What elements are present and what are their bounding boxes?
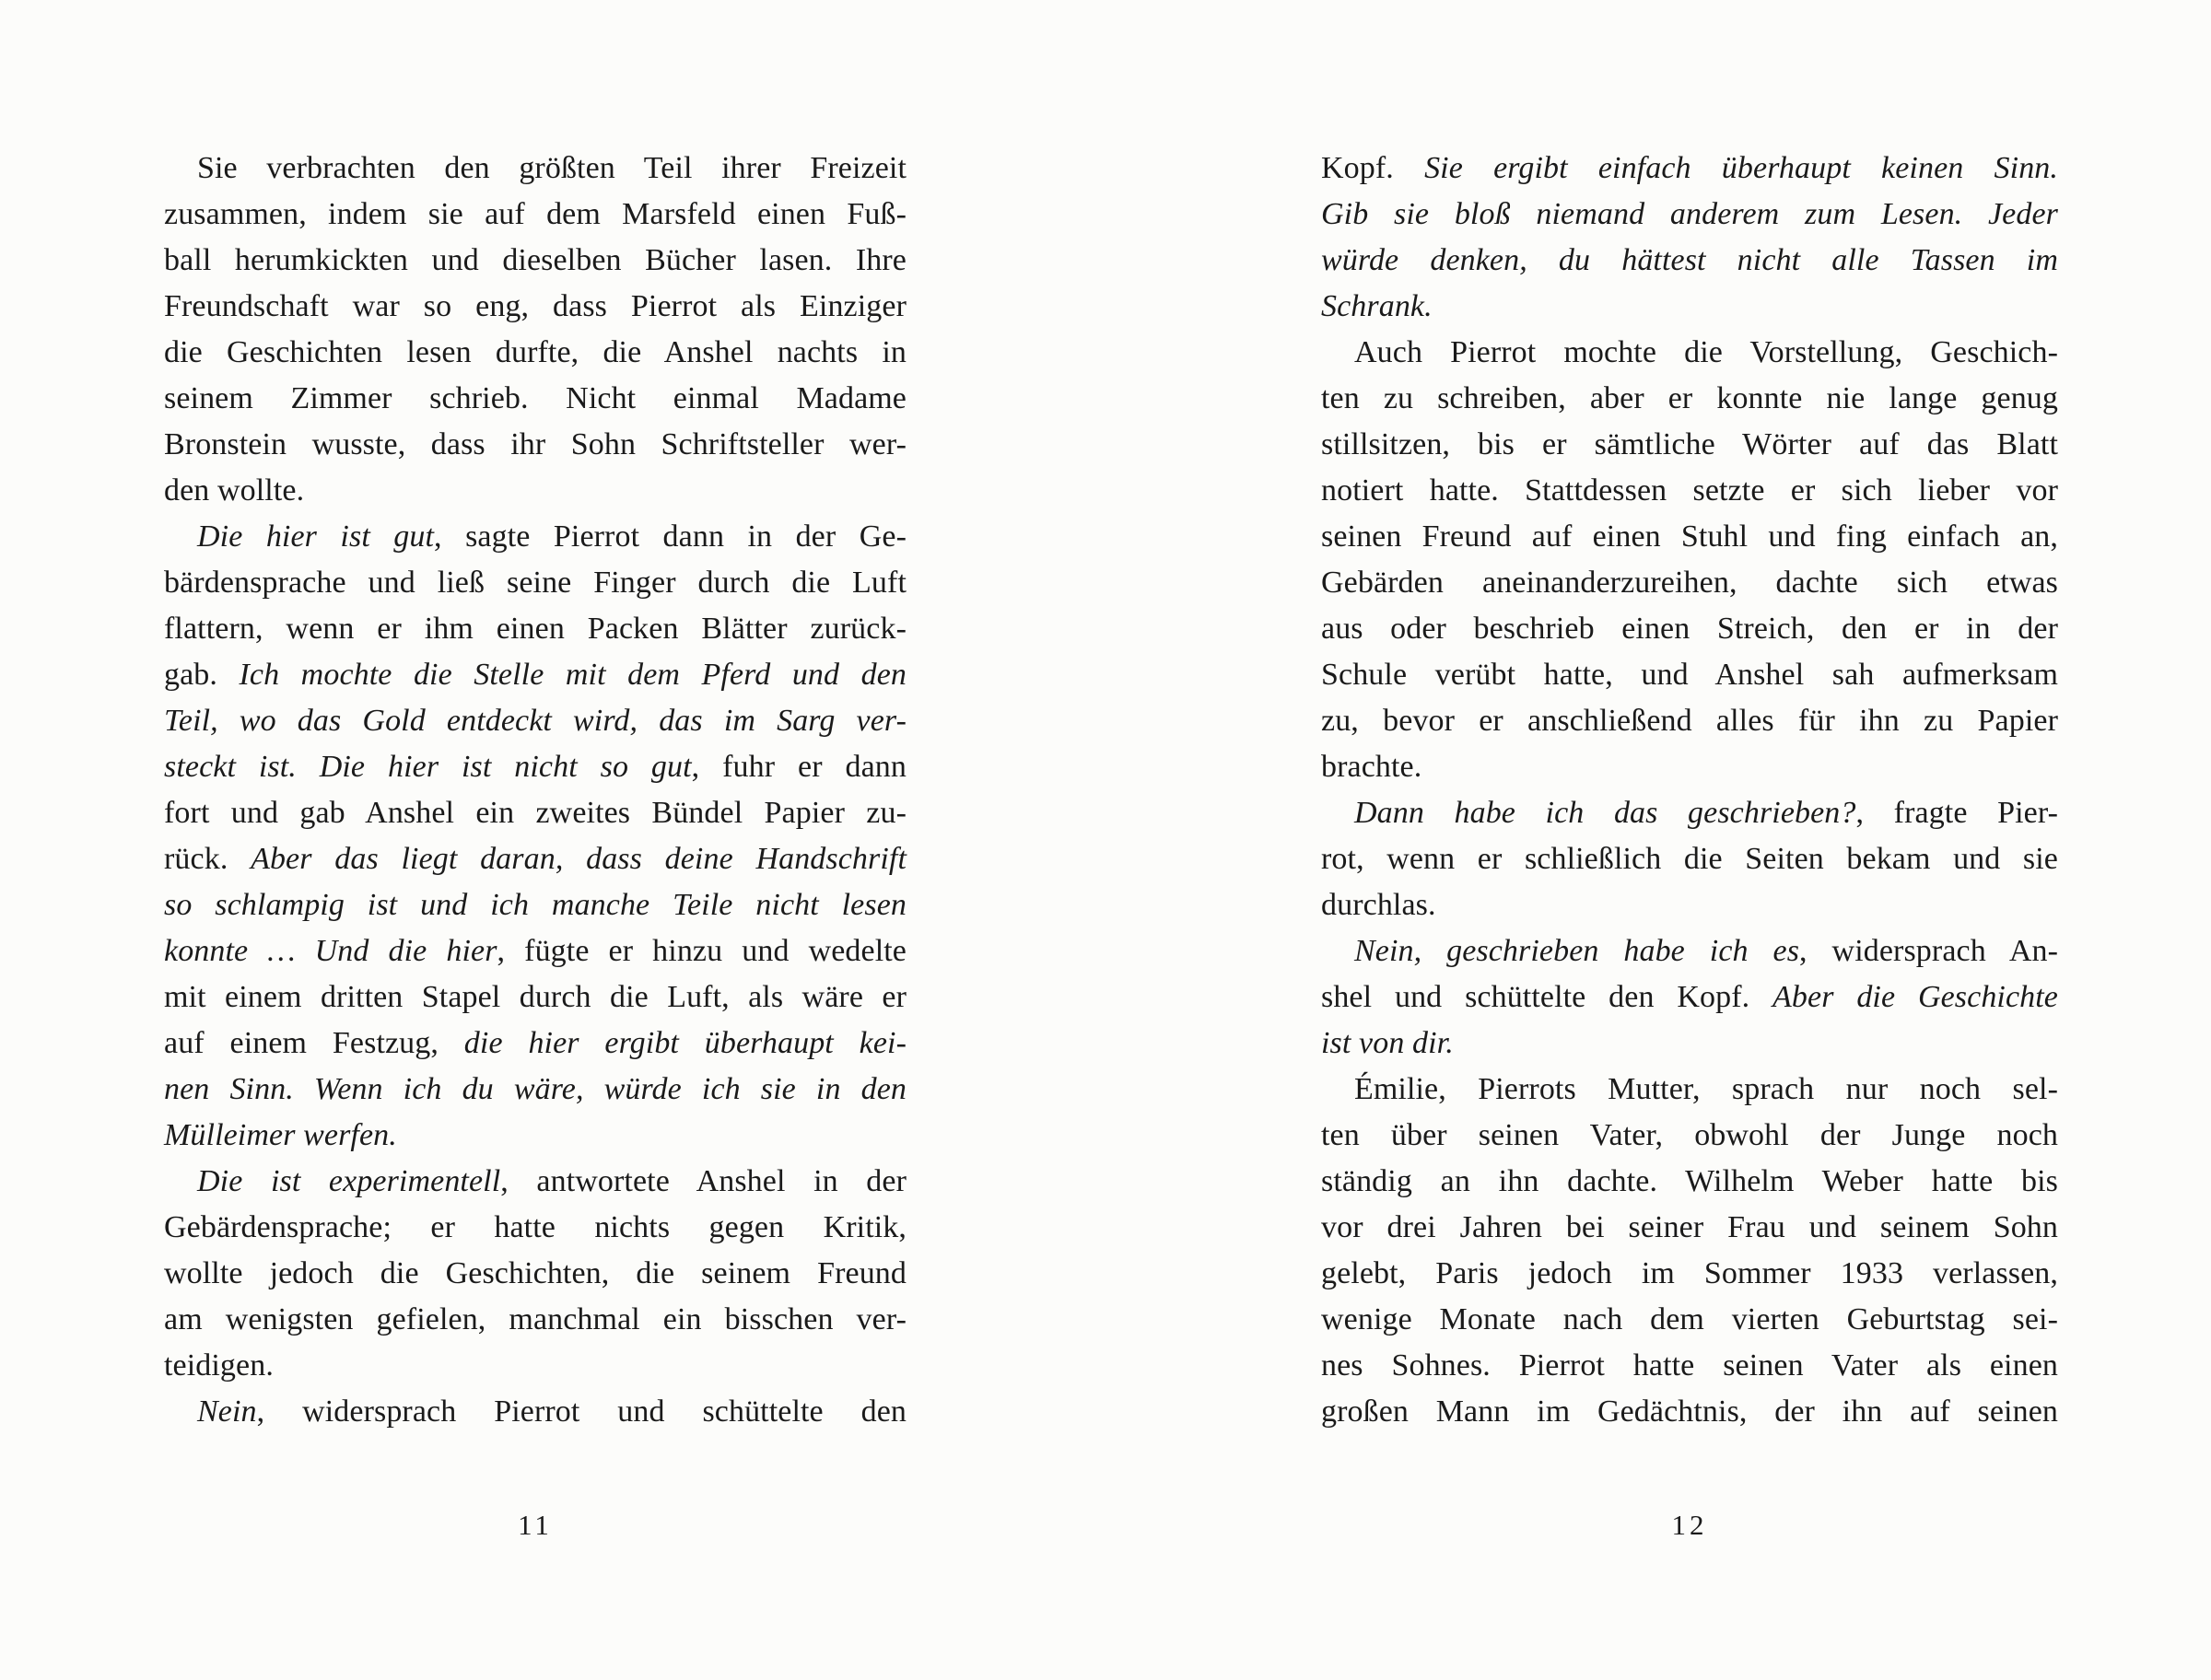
page-11-text-column	[164, 146, 907, 1435]
text-segment: durchlas.	[1321, 888, 1436, 922]
text-line	[164, 1297, 907, 1343]
text-segment: auf einem Festzug,	[164, 1026, 464, 1060]
text-segment-italic: Ich mochte die Stelle mit dem Pferd und den	[239, 658, 907, 692]
text-segment: am wenigsten gefielen, manchmal ein bisschen ver-	[164, 1302, 907, 1336]
text-line	[1321, 192, 2058, 238]
text-line	[164, 560, 907, 606]
text-line	[164, 882, 907, 928]
text-segment: rück.	[164, 842, 252, 876]
text-line	[1321, 1067, 2058, 1113]
text-line	[164, 1113, 907, 1159]
text-line	[1321, 284, 2058, 330]
text-segment: , fragte Pier-	[1855, 796, 2058, 830]
text-segment: Gebärdensprache; er hatte nichts gegen Kritik,	[164, 1210, 907, 1244]
text-segment-italic: Teil, wo das Gold entdeckt wird, das im Sarg ver-	[164, 704, 907, 738]
page-number-left: 11	[518, 1509, 553, 1541]
text-line	[164, 1067, 907, 1113]
text-segment: aus oder beschrieb einen Streich, den er in der	[1321, 612, 2058, 646]
text-line	[1321, 1205, 2058, 1251]
text-line	[164, 1389, 907, 1435]
text-segment: notiert hatte. Stattdessen setzte er sich lieber vor	[1321, 473, 2058, 508]
text-line	[1321, 468, 2058, 514]
text-line	[164, 836, 907, 882]
text-segment-italic: Sie ergibt einfach überhaupt keinen Sinn.	[1424, 151, 2059, 185]
text-line	[1321, 514, 2058, 560]
text-segment: stillsitzen, bis er sämtliche Wörter auf das Blatt	[1321, 427, 2058, 461]
text-segment: Bronstein wusste, dass ihr Sohn Schriftsteller wer-	[164, 427, 907, 461]
text-segment: seinen Freund auf einen Stuhl und fing einfach an,	[1321, 519, 2058, 554]
text-segment: wollte jedoch die Geschichten, die seinem Freund	[164, 1256, 907, 1290]
text-segment: , widersprach An-	[1799, 934, 2058, 968]
text-segment: zusammen, indem sie auf dem Marsfeld einen Fuß-	[164, 197, 907, 231]
text-segment: shel und schüttelte den Kopf.	[1321, 980, 1773, 1014]
text-segment: nes Sohnes. Pierrot hatte seinen Vater als einen	[1321, 1348, 2058, 1382]
text-segment: ten zu schreiben, aber er konnte nie lange genug	[1321, 381, 2058, 415]
text-line	[164, 928, 907, 974]
text-segment: fort und gab Anshel ein zweites Bündel Papier zu-	[164, 796, 907, 830]
text-line	[1321, 238, 2058, 284]
text-line	[1321, 560, 2058, 606]
text-line	[164, 1159, 907, 1205]
text-segment-italic: Die ist experimentell	[197, 1164, 501, 1198]
text-line	[1321, 790, 2058, 836]
text-line	[164, 146, 907, 192]
text-line	[1321, 146, 2058, 192]
text-segment: vor drei Jahren bei seiner Frau und seinem Sohn	[1321, 1210, 2058, 1244]
text-segment: großen Mann im Gedächtnis, der ihn auf seinen	[1321, 1394, 2058, 1429]
text-line	[164, 1021, 907, 1067]
text-segment: flattern, wenn er ihm einen Packen Blätter zurück-	[164, 612, 907, 646]
text-line	[164, 514, 907, 560]
text-line	[1321, 1159, 2058, 1205]
text-segment-italic: steckt ist. Die hier ist nicht so gut	[164, 750, 692, 784]
text-segment: ten über seinen Vater, obwohl der Junge noch	[1321, 1118, 2058, 1152]
text-line	[1321, 1297, 2058, 1343]
text-segment-italic: Nein, geschrieben habe ich es	[1354, 934, 1800, 968]
text-line	[164, 744, 907, 790]
text-segment-italic: Aber die Geschichte	[1772, 980, 2058, 1014]
text-line	[1321, 974, 2058, 1021]
text-line	[164, 790, 907, 836]
text-segment: Sie verbrachten den größten Teil ihrer Freizeit	[197, 151, 907, 185]
text-line	[1321, 1343, 2058, 1389]
text-segment: Freundschaft war so eng, dass Pierrot als Einziger	[164, 289, 907, 323]
text-segment-italic: ist von dir.	[1321, 1026, 1454, 1060]
text-line	[1321, 422, 2058, 468]
text-segment-italic: würde denken, du hättest nicht alle Tassen im	[1321, 243, 2058, 277]
text-segment: , fuhr er dann	[691, 750, 907, 784]
text-segment: Gebärden aneinanderzureihen, dachte sich etwas	[1321, 566, 2058, 600]
text-segment: die Geschichten lesen durfte, die Anshel nachts in	[164, 335, 907, 369]
text-segment: mit einem dritten Stapel durch die Luft, als wäre er	[164, 980, 907, 1014]
text-segment-italic: Aber das liegt daran, dass deine Handschrift	[251, 842, 907, 876]
text-segment-italic: Dann habe ich das geschrieben?	[1354, 796, 1856, 830]
text-line	[1321, 1389, 2058, 1435]
text-line	[164, 606, 907, 652]
text-line	[164, 1343, 907, 1389]
text-line	[164, 376, 907, 422]
text-segment: bärdensprache und ließ seine Finger durch die Luft	[164, 566, 907, 600]
text-line	[164, 698, 907, 744]
text-line	[164, 238, 907, 284]
page-12-text-column	[1321, 146, 2058, 1435]
text-line	[1321, 698, 2058, 744]
text-segment-italic: Nein	[197, 1394, 257, 1429]
text-line	[164, 284, 907, 330]
text-line	[1321, 744, 2058, 790]
text-line	[164, 330, 907, 376]
text-segment: wenige Monate nach dem vierten Geburtstag sei-	[1321, 1302, 2058, 1336]
text-segment: , widersprach Pierrot und schüttelte den	[256, 1394, 907, 1429]
text-line	[1321, 376, 2058, 422]
text-line	[164, 652, 907, 698]
text-line	[1321, 652, 2058, 698]
text-segment: Émilie, Pierrots Mutter, sprach nur noch sel-	[1354, 1072, 2058, 1106]
text-line	[1321, 836, 2058, 882]
text-segment: ball herumkickten und dieselben Bücher lasen. Ihre	[164, 243, 907, 277]
text-line	[164, 1205, 907, 1251]
text-segment: den wollte.	[164, 473, 305, 508]
text-segment-italic: so schlampig ist und ich manche Teile nicht lesen	[164, 888, 907, 922]
text-segment-italic: Gib sie bloß niemand anderem zum Lesen. Jeder	[1321, 197, 2058, 231]
text-line	[164, 468, 907, 514]
text-segment: zu, bevor er anschließend alles für ihn zu Papier	[1321, 704, 2058, 738]
text-segment-italic: nen Sinn. Wenn ich du wäre, würde ich sie in den	[164, 1072, 907, 1106]
text-segment: Kopf.	[1321, 151, 1425, 185]
text-segment: rot, wenn er schließlich die Seiten bekam und sie	[1321, 842, 2058, 876]
text-segment-italic: Mülleimer werfen.	[164, 1118, 397, 1152]
text-line	[164, 1251, 907, 1297]
text-segment-italic: die hier ergibt überhaupt kei-	[463, 1026, 907, 1060]
text-line	[164, 974, 907, 1021]
text-segment: seinem Zimmer schrieb. Nicht einmal Madame	[164, 381, 907, 415]
text-segment: gelebt, Paris jedoch im Sommer 1933 verlassen,	[1321, 1256, 2058, 1290]
text-segment: brachte.	[1321, 750, 1422, 784]
text-line	[1321, 928, 2058, 974]
text-segment: Schule verübt hatte, und Anshel sah aufmerksam	[1321, 658, 2058, 692]
text-line	[1321, 606, 2058, 652]
text-segment: gab.	[164, 658, 240, 692]
text-line	[1321, 1113, 2058, 1159]
text-segment-italic: Schrank.	[1321, 289, 1433, 323]
text-segment-italic: konnte … Und die hier	[164, 934, 497, 968]
text-line	[1321, 330, 2058, 376]
text-line	[1321, 882, 2058, 928]
text-line	[164, 422, 907, 468]
text-line	[164, 192, 907, 238]
text-line	[1321, 1251, 2058, 1297]
text-segment: Auch Pierrot mochte die Vorstellung, Geschich-	[1354, 335, 2058, 369]
text-line	[1321, 1021, 2058, 1067]
text-segment: ständig an ihn dachte. Wilhelm Weber hatte bis	[1321, 1164, 2058, 1198]
text-segment-italic: Die hier ist gut	[197, 519, 435, 554]
text-segment: , sagte Pierrot dann in der Ge-	[434, 519, 907, 554]
page-number-right: 12	[1671, 1509, 1708, 1541]
text-segment: , fügte er hinzu und wedelte	[497, 934, 907, 968]
text-segment: , antwortete Anshel in der	[500, 1164, 907, 1198]
text-segment: teidigen.	[164, 1348, 274, 1382]
